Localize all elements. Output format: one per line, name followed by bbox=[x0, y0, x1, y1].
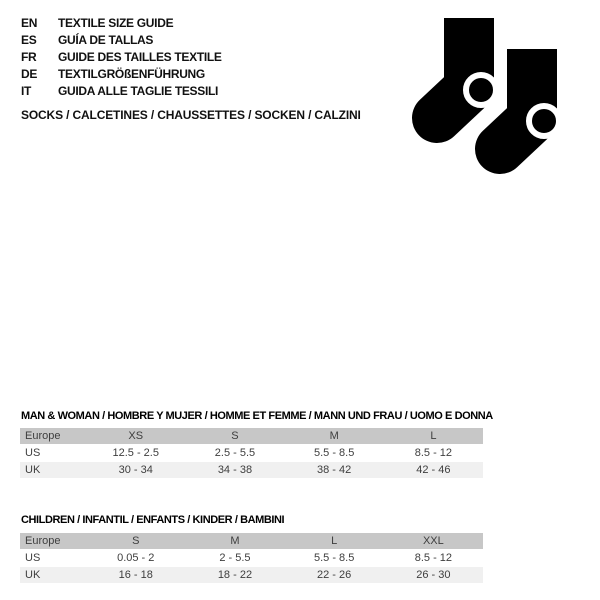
table-row bbox=[20, 550, 483, 567]
column-header-size: XS bbox=[86, 428, 185, 445]
language-label: GUÍA DE TALLAS bbox=[58, 33, 154, 47]
region-cell: UK bbox=[20, 567, 86, 584]
size-cell: 0.05 - 2 bbox=[86, 550, 185, 567]
table-row bbox=[20, 445, 483, 462]
language-label: GUIDA ALLE TAGLIE TESSILI bbox=[58, 84, 219, 98]
category-title: SOCKS / CALCETINES / CHAUSSETTES / SOCKEN / CALZINI bbox=[21, 108, 361, 122]
sock-front bbox=[500, 49, 559, 149]
language-code: ES bbox=[21, 33, 37, 47]
language-row-it bbox=[21, 83, 222, 100]
size-cell: 42 - 46 bbox=[384, 462, 483, 479]
column-header-size: L bbox=[384, 428, 483, 445]
language-code: DE bbox=[21, 67, 38, 81]
size-cell: 34 - 38 bbox=[185, 462, 284, 479]
size-cell: 30 - 34 bbox=[86, 462, 185, 479]
size-cell: 8.5 - 12 bbox=[384, 550, 483, 567]
language-code: EN bbox=[21, 16, 38, 30]
size-cell: 16 - 18 bbox=[86, 567, 185, 584]
column-header-size: S bbox=[185, 428, 284, 445]
size-cell: 2.5 - 5.5 bbox=[185, 445, 284, 462]
size-cell: 8.5 - 12 bbox=[384, 445, 483, 462]
size-cell: 22 - 26 bbox=[285, 567, 384, 584]
man-woman-table-title: MAN & WOMAN / HOMBRE Y MUJER / HOMME ET FEMME / MANN UND FRAU / UOMO E DONNA bbox=[21, 410, 493, 422]
column-header-region: Europe bbox=[20, 428, 86, 445]
column-header-size: M bbox=[285, 428, 384, 445]
language-code: FR bbox=[21, 50, 37, 64]
size-cell: 5.5 - 8.5 bbox=[285, 445, 384, 462]
region-cell: US bbox=[20, 445, 86, 462]
language-code: IT bbox=[21, 84, 32, 98]
man-woman-size-table bbox=[20, 428, 483, 479]
table-row bbox=[20, 567, 483, 584]
language-row-fr bbox=[21, 49, 222, 66]
children-table-title: CHILDREN / INFANTIL / ENFANTS / KINDER / BAMBINI bbox=[21, 514, 285, 526]
size-cell: 12.5 - 2.5 bbox=[86, 445, 185, 462]
language-list bbox=[21, 15, 222, 100]
table-row bbox=[20, 462, 483, 479]
table-header-row bbox=[20, 428, 483, 445]
size-cell: 5.5 - 8.5 bbox=[285, 550, 384, 567]
column-header-size: L bbox=[285, 533, 384, 550]
column-header-size: S bbox=[86, 533, 185, 550]
size-cell: 38 - 42 bbox=[285, 462, 384, 479]
size-cell: 2 - 5.5 bbox=[185, 550, 284, 567]
region-cell: US bbox=[20, 550, 86, 567]
language-label: TEXTILE SIZE GUIDE bbox=[58, 16, 174, 30]
language-row-es bbox=[21, 32, 222, 49]
column-header-size: M bbox=[185, 533, 284, 550]
language-label: GUIDE DES TAILLES TEXTILE bbox=[58, 50, 222, 64]
language-row-de bbox=[21, 66, 222, 83]
region-cell: UK bbox=[20, 462, 86, 479]
column-header-region: Europe bbox=[20, 533, 86, 550]
column-header-size: XXL bbox=[384, 533, 483, 550]
sock-back bbox=[437, 18, 496, 118]
size-cell: 18 - 22 bbox=[185, 567, 284, 584]
language-row-en bbox=[21, 15, 222, 32]
size-cell: 26 - 30 bbox=[384, 567, 483, 584]
children-size-table bbox=[20, 533, 483, 584]
language-label: TEXTILGRÖßENFÜHRUNG bbox=[58, 67, 205, 81]
socks-icon bbox=[400, 10, 565, 180]
table-header-row bbox=[20, 533, 483, 550]
